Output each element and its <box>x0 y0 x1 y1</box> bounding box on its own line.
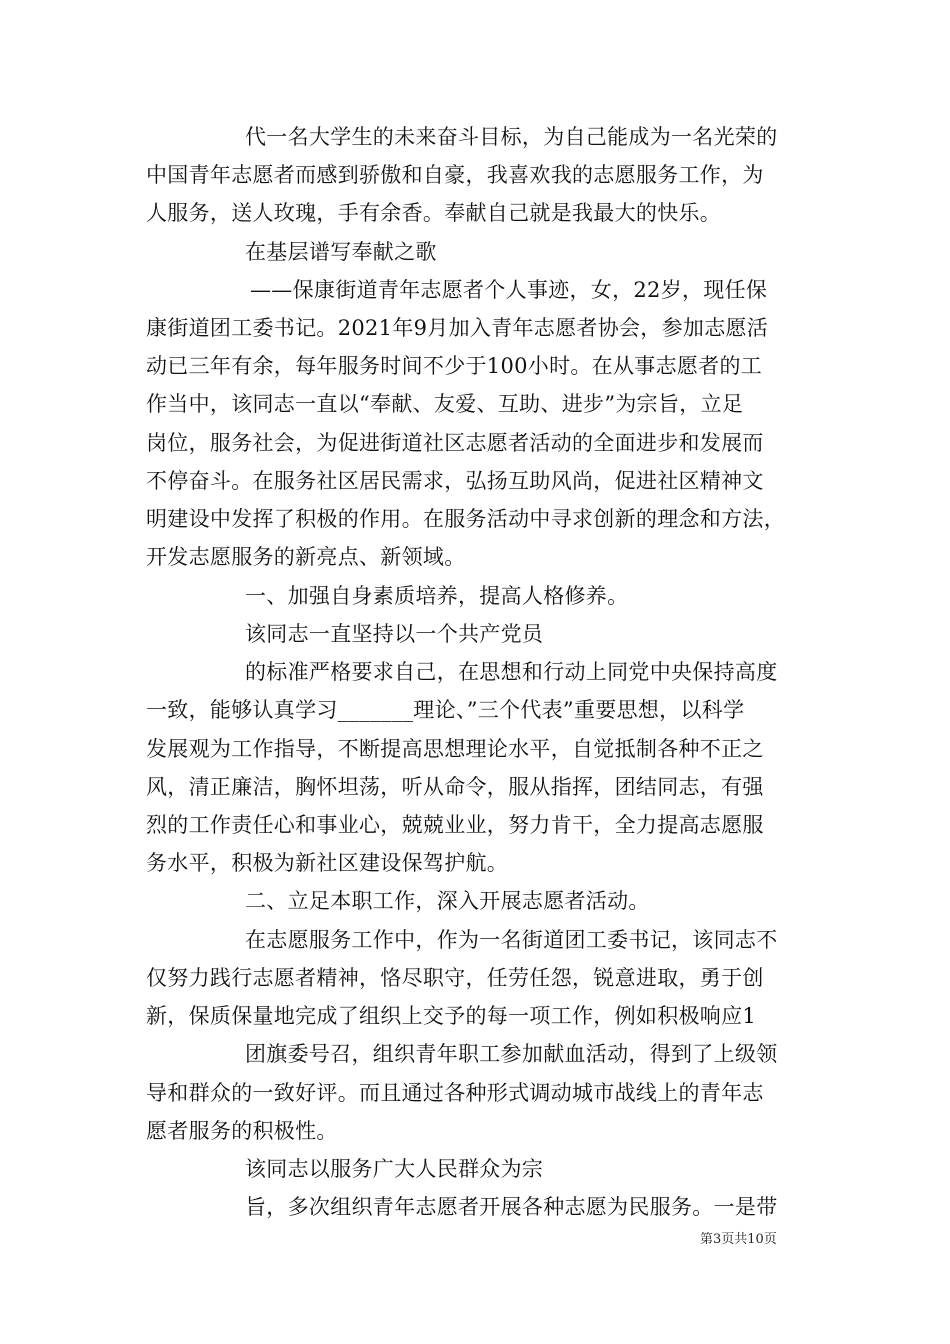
text-line-18: 风，清正廉洁，胸怀坦荡，听从命令，服从指挥，团结同志，有强 <box>146 775 764 799</box>
text-line-7: 动已三年有余，每年服务时间不少于100小时。在从事志愿者的工 <box>146 354 763 378</box>
text-line-24: 新，保质保量地完成了组织上交予的每一项工作，例如积极响应1 <box>146 1004 757 1028</box>
text-line-6: 康街道团工委书记。2021年9月加入青年志愿者协会，参加志愿活 <box>146 316 769 340</box>
text-line-29: 旨，多次组织青年志愿者开展各种志愿为民服务。一是带 <box>245 1195 778 1219</box>
page-number: 第3页共10页 <box>700 1232 777 1247</box>
text-line-15: 的标准严格要求自己，在思想和行动上同党中央保持高度 <box>245 660 778 684</box>
text-line-16: 一致，能够认真学习_______理论、”三个代表”重要思想，以科学 <box>146 698 745 722</box>
text-line-23: 仅努力践行志愿者精神，恪尽职守，任劳任怨，锐意进取，勇于创 <box>146 966 764 990</box>
subheading-2: 二、立足本职工作，深入开展志愿者活动。 <box>245 889 650 913</box>
text-line-11: 明建设中发挥了积极的作用。在服务活动中寻求创新的理念和方法， <box>146 507 785 531</box>
section-title: 在基层谱写奉献之歌 <box>245 240 437 264</box>
text-line-1: 代一名大学生的未来奋斗目标，为自己能成为一名光荣的 <box>245 125 778 149</box>
text-line-28: 该同志以服务广大人民群众为宗 <box>245 1157 544 1181</box>
text-line-9: 岗位，服务社会，为促进街道社区志愿者活动的全面进步和发展而 <box>146 431 764 455</box>
text-line-5: ——保康街道青年志愿者个人事迹，女，22岁，现任保 <box>250 278 768 302</box>
text-line-20: 务水平，积极为新社区建设保驾护航。 <box>146 851 509 875</box>
text-line-14: 该同志一直坚持以一个共产党员 <box>245 622 544 646</box>
text-line-19: 烈的工作责任心和事业心，兢兢业业，努力肯干，全力提高志愿服 <box>146 813 764 837</box>
text-line-3: 人服务，送人玫瑰，手有余香。奉献自己就是我最大的快乐。 <box>146 201 722 225</box>
text-line-27: 愿者服务的积极性。 <box>146 1119 338 1143</box>
text-line-2: 中国青年志愿者而感到骄傲和自豪，我喜欢我的志愿服务工作，为 <box>146 163 764 187</box>
text-line-26: 导和群众的一致好评。而且通过各种形式调动城市战线上的青年志 <box>146 1081 764 1105</box>
text-line-10: 不停奋斗。在服务社区居民需求，弘扬互助风尚，促进社区精神文 <box>146 469 764 493</box>
text-line-25: 团旗委号召，组织青年职工参加献血活动，得到了上级领 <box>245 1042 778 1066</box>
text-line-17: 发展观为工作指导，不断提高思想理论水平，自觉抵制各种不正之 <box>146 737 764 761</box>
text-line-8: 作当中，该同志一直以“奉献、友爱、互助、进步”为宗旨，立足 <box>146 392 744 416</box>
subheading-1: 一、加强自身素质培养，提高人格修养。 <box>245 584 629 608</box>
text-line-12: 开发志愿服务的新亮点、新领域。 <box>146 545 466 569</box>
text-line-22: 在志愿服务工作中，作为一名街道团工委书记，该同志不 <box>245 928 778 952</box>
